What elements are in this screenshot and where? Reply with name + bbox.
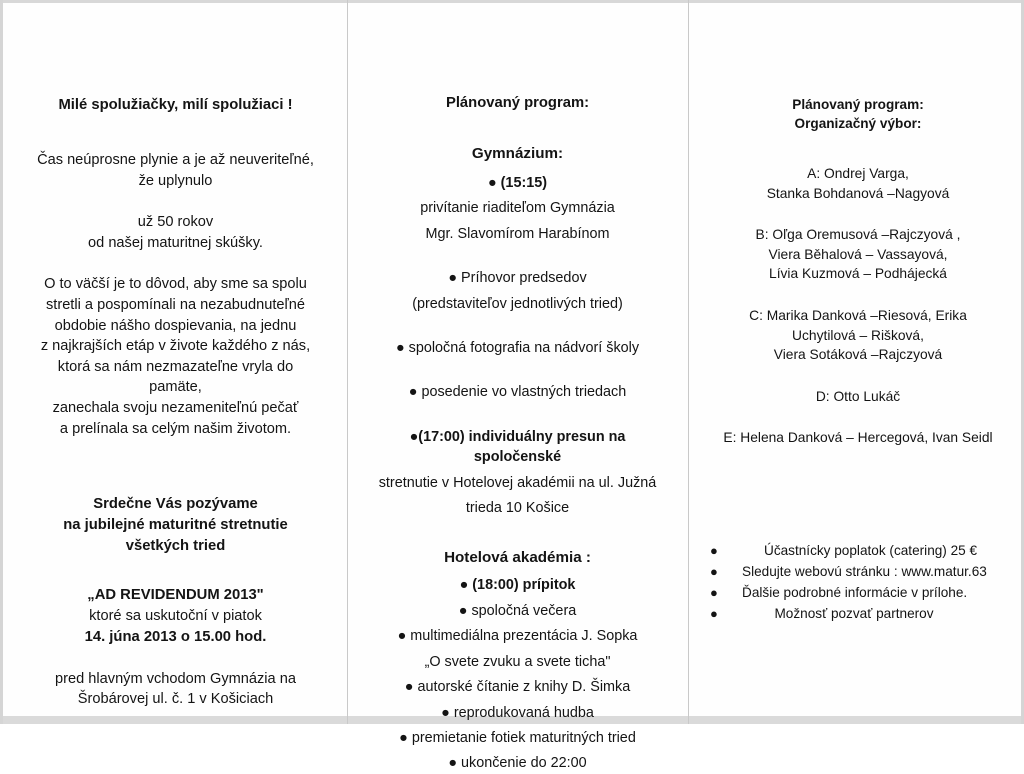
- invitation-line-3: všetkých tried: [125, 538, 226, 555]
- program-item-classroom-gathering: ● posedenie vo vlastných triedach: [408, 384, 627, 401]
- note-details: Ďalšie podrobné informácie v prílohe.: [742, 584, 968, 600]
- committee-title-line-1: Plánovaný program:: [792, 97, 924, 112]
- invitation-heading: [34, 494, 317, 557]
- program-item-transfer-line-3: trieda 10 Košice: [465, 500, 570, 517]
- event-location: [34, 669, 317, 710]
- program-item-transfer-line-1: ●(17:00) individuálny presun na spoločenské: [409, 428, 626, 466]
- committee-group-b: [710, 225, 1006, 284]
- note-partners: Možnosť pozvať partnerov: [774, 605, 934, 621]
- committee-group-e: [710, 428, 1006, 448]
- bullet-icon: ●: [710, 584, 718, 600]
- committee-group-c: [710, 306, 1006, 365]
- event-date-line-1: ktoré sa uskutoční v piatok: [89, 608, 262, 625]
- event-location-line-1: pred hlavným vchodom Gymnázia na: [55, 670, 296, 687]
- committee-group-a-line-1: A: Ondrej Varga,: [807, 166, 909, 181]
- list-item: [710, 582, 1006, 603]
- committee-group-a-line-2: Stanka Bohdanová –Nagyová: [766, 185, 950, 201]
- committee-group-c-line-2: Uchytilová – Rišková,: [792, 327, 924, 343]
- intro-line-1: Čas neúprosne plynie a je až neuveriteľné,: [37, 152, 314, 168]
- anniversary-line-2: od našej maturitnej skúšky.: [88, 234, 263, 251]
- program-item-welcome-line-1: privítanie riaditeľom Gymnázia: [420, 200, 615, 217]
- program-item-dinner: ● spoločná večera: [458, 602, 577, 619]
- list-item: [710, 603, 1006, 624]
- reason-line-7: a prelínala sa celým našim životom.: [59, 420, 292, 437]
- list-item: [710, 561, 1006, 582]
- panel-invitation-text: [0, 0, 347, 724]
- program-item-music: ● reprodukovaná hudba: [441, 704, 594, 721]
- program-item-presentation: ● multimediálna prezentácia J. Sopka: [397, 628, 638, 645]
- committee-group-b-line-1: B: Oľga Oremusová –Rajczyová ,: [755, 227, 961, 243]
- committee-group-c-line-3: Viera Sotáková –Rajczyová: [773, 347, 943, 363]
- committee-group-b-line-3: Lívia Kuzmová – Podhájecká: [769, 266, 947, 282]
- program-item-end: ● ukončenie do 22:00: [448, 755, 587, 772]
- venue-gymnazium-heading: Gymnázium:: [471, 145, 564, 162]
- venue-hotelova-akademia-heading: Hotelová akadémia :: [444, 549, 591, 567]
- program-item-speeches-line-2: (predstaviteľov jednotlivých tried): [412, 295, 623, 312]
- bullet-icon: ●: [710, 563, 718, 579]
- program-item-welcome-line-2: Mgr. Slavomírom Harabínom: [425, 225, 610, 242]
- reason-line-1: O to väčší je to dôvod, aby sme sa spolu: [44, 276, 307, 293]
- program-item-book-reading: ● autorské čítanie z knihy D. Šimka: [404, 679, 631, 696]
- committee-group-d-line-1: D: Otto Lukáč: [815, 388, 901, 404]
- note-website: Sledujte webovú stránku : www.matur.63: [742, 563, 987, 579]
- program-item-speeches-line-1: ● Príhovor predsedov: [448, 270, 587, 287]
- event-location-line-2: Šrobárovej ul. č. 1 v Košiciach: [77, 691, 274, 708]
- notes-list: [710, 540, 1006, 624]
- program-item-transfer-line-2: stretnutie v Hotelovej akadémii na ul. Južná: [378, 474, 657, 491]
- committee-group-d: [710, 387, 1006, 407]
- bullet-icon: ●: [710, 542, 718, 558]
- bullet-icon: ●: [710, 605, 718, 621]
- reason-paragraph: [34, 274, 317, 439]
- panel-program: [347, 0, 688, 772]
- program-item-time-1515: ● (15:15): [487, 175, 548, 191]
- event-date-line-2: 14. júna 2013 o 15.00 hod.: [84, 628, 267, 645]
- program-item-photo-screening: ● premietanie fotiek maturitných tried: [399, 729, 636, 746]
- reason-line-5: ktorá sa nám nezmazateľne vryla do pamäte,: [57, 358, 294, 396]
- committee-group-c-line-1: C: Marika Danková –Riesová, Erika: [749, 307, 967, 323]
- reason-line-6: zanechala svoju nezameniteľnú pečať: [52, 399, 299, 416]
- committee-group-a: [710, 164, 1006, 203]
- reason-line-2: stretli a pospomínali na nezabudnuteľné: [45, 296, 305, 313]
- reason-line-3: obdobie nášho dospievania, na jednu: [54, 317, 297, 334]
- committee-group-e-line-1: E: Helena Danková – Hercegová, Ivan Seidl: [723, 430, 993, 446]
- invitation-line-2: na jubilejné maturitné stretnutie: [63, 517, 288, 534]
- committee-title: [710, 95, 1006, 133]
- event-name: „AD REVIDENDUM 2013": [87, 587, 264, 604]
- committee-group-b-line-2: Viera Běhalová – Vassayová,: [768, 246, 948, 262]
- program-title: Plánovaný program:: [445, 95, 590, 111]
- panel-committee: [688, 0, 1024, 724]
- reason-line-4: z najkrajších etáp v živote každého z nás,: [40, 338, 311, 355]
- invitation-line-1: Srdečne Vás pozývame: [93, 496, 258, 513]
- committee-title-line-2: Organizačný výbor:: [794, 116, 922, 131]
- intro-line-2: že uplynulo: [138, 172, 213, 189]
- anniversary-paragraph: [34, 212, 317, 253]
- greeting-heading: Milé spolužiačky, milí spolužiaci !: [58, 97, 293, 113]
- program-item-group-photo: ● spoločná fotografia na nádvorí školy: [395, 340, 640, 357]
- program-item-toast: ● (18:00) prípitok: [459, 577, 576, 594]
- intro-paragraph: [34, 150, 317, 191]
- list-item: [710, 540, 1006, 561]
- note-fee: Účastnícky poplatok (catering) 25 €: [764, 542, 978, 558]
- program-item-presentation-subtitle: „O svete zvuku a svete ticha": [424, 653, 611, 670]
- anniversary-line-1: už 50 rokov: [137, 214, 214, 231]
